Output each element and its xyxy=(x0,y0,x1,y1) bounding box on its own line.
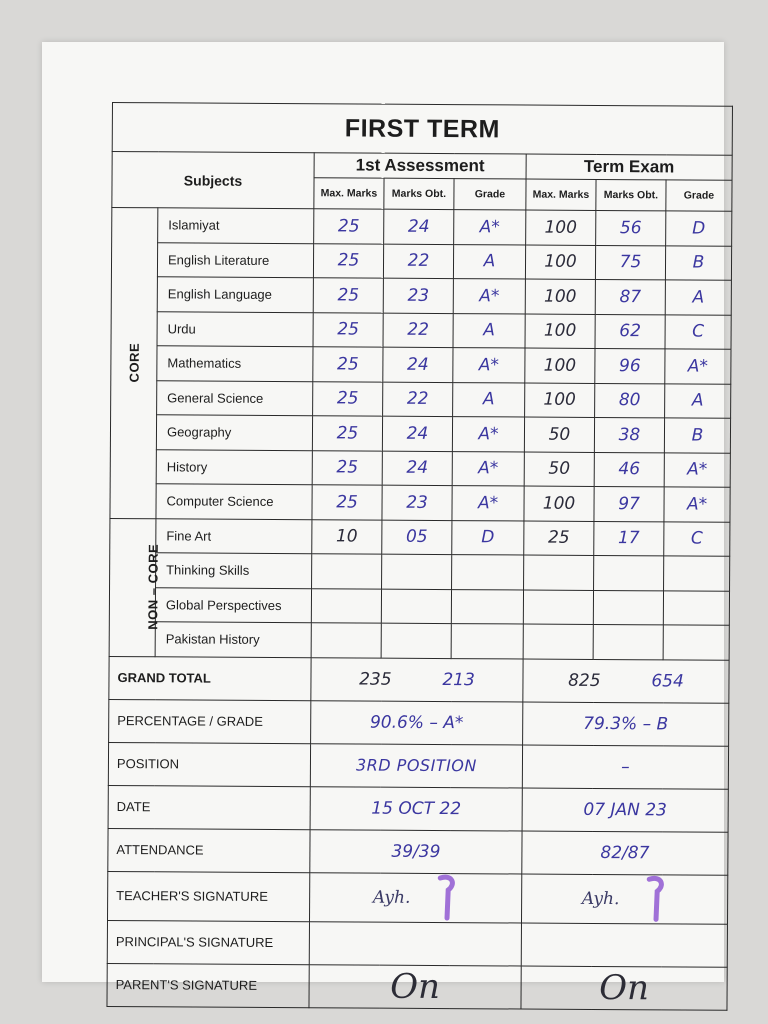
attendance-assessment: 39/39 xyxy=(310,829,522,873)
teacher-signature-row xyxy=(108,871,728,924)
table-row xyxy=(111,380,731,418)
term-grade: A* xyxy=(664,452,730,487)
term-grade: B xyxy=(664,418,730,453)
term-marks-obtained: 46 xyxy=(594,452,664,487)
assessment-max-marks: 25 xyxy=(312,450,382,485)
term-marks-obtained xyxy=(593,624,663,659)
grand-total-term-max: 825 xyxy=(568,670,601,691)
term-marks-obtained: 75 xyxy=(595,245,665,280)
parent-signature-mark: On xyxy=(390,966,441,1007)
assessment-marks-obt-header: Marks Obt. xyxy=(384,178,454,209)
subject-name: English Language xyxy=(157,277,313,312)
subject-name: Mathematics xyxy=(157,346,313,381)
assessment-max-marks xyxy=(312,554,382,589)
stamp-icon xyxy=(436,873,458,921)
position-term: – xyxy=(522,745,728,789)
table-row xyxy=(112,208,732,246)
assessment-max-marks xyxy=(311,588,381,623)
attendance-row xyxy=(108,828,728,875)
term-exam-header: Term Exam xyxy=(526,154,732,180)
term-marks-obtained: 87 xyxy=(595,279,665,314)
subject-name: Computer Science xyxy=(156,484,312,519)
report-card-table xyxy=(106,102,733,1010)
grand-total-assessment-max: 235 xyxy=(359,669,392,690)
parent-signature-label: PARENT'S SIGNATURE xyxy=(107,963,309,1007)
core-section-label: CORE xyxy=(110,208,158,519)
subject-name: Fine Art xyxy=(156,518,312,553)
assessment-max-marks: 25 xyxy=(313,381,383,416)
grand-total-assessment-obt: 213 xyxy=(442,669,475,690)
table-row xyxy=(110,449,730,487)
term-grade: C xyxy=(665,314,731,349)
term-max-marks: 50 xyxy=(524,452,594,487)
subject-name: Pakistan History xyxy=(155,622,311,657)
table-row xyxy=(109,587,729,625)
position-label: POSITION xyxy=(108,742,310,786)
assessment-max-marks: 25 xyxy=(313,243,383,278)
percentage-label: PERCENTAGE / GRADE xyxy=(109,699,311,743)
assessment-grade: A xyxy=(453,313,525,348)
table-row xyxy=(111,311,731,349)
term-marks-obtained xyxy=(593,590,663,625)
assessment-grade: A* xyxy=(452,417,524,452)
table-row xyxy=(110,414,730,452)
term-grade xyxy=(663,625,729,660)
report-card-paper xyxy=(42,42,724,1008)
assessment-grade: A* xyxy=(453,348,525,383)
term-max-marks xyxy=(524,555,594,590)
teacher-signature-assessment xyxy=(309,872,521,922)
attendance-term: 82/87 xyxy=(522,831,728,875)
assessment-grade-header: Grade xyxy=(454,179,526,210)
subject-name: History xyxy=(156,449,312,484)
assessment-grade xyxy=(451,624,523,659)
date-term: 07 JAN 23 xyxy=(522,788,728,832)
principal-signature-label: PRINCIPAL'S SIGNATURE xyxy=(107,920,309,964)
term-max-marks: 100 xyxy=(525,383,595,418)
percentage-row xyxy=(109,699,729,746)
parent-signature-term xyxy=(521,966,727,1010)
table-row xyxy=(110,552,730,590)
term-max-marks: 25 xyxy=(524,521,594,556)
term-max-marks: 100 xyxy=(524,486,594,521)
grand-total-label: GRAND TOTAL xyxy=(109,656,311,700)
grand-total-row xyxy=(109,656,729,703)
assessment-grade: A xyxy=(453,382,525,417)
table-row xyxy=(110,518,730,556)
assessment-marks-obtained: 24 xyxy=(383,347,453,382)
assessment-max-marks xyxy=(311,623,381,658)
term-grade: A* xyxy=(665,349,731,384)
subject-name: English Literature xyxy=(157,242,313,277)
table-row xyxy=(111,276,731,314)
assessment-marks-obtained: 22 xyxy=(383,244,453,279)
principal-signature-assessment xyxy=(309,921,521,965)
parent-signature-row xyxy=(107,963,727,1010)
subject-name: Global Perspectives xyxy=(155,587,311,622)
term-max-marks: 100 xyxy=(525,279,595,314)
assessment-grade: A* xyxy=(452,486,524,521)
assessment-marks-obtained: 23 xyxy=(382,485,452,520)
assessment-marks-obtained: 05 xyxy=(382,520,452,555)
assessment-max-marks: 25 xyxy=(313,347,383,382)
term-marks-obtained: 56 xyxy=(596,210,666,245)
assessment-marks-obtained: 22 xyxy=(383,382,453,417)
position-row xyxy=(108,742,728,789)
term-grade xyxy=(663,590,729,625)
teacher-initials: Ayh. xyxy=(581,888,620,909)
subject-name: Islamiyat xyxy=(158,208,314,243)
term-max-marks: 50 xyxy=(524,417,594,452)
table-row xyxy=(110,483,730,521)
assessment-grade xyxy=(452,555,524,590)
parent-signature-mark: On xyxy=(599,967,650,1008)
assessment-marks-obtained xyxy=(381,589,451,624)
assessment-marks-obtained: 24 xyxy=(384,209,454,244)
term-grade: A xyxy=(665,280,731,315)
term-grade: C xyxy=(664,521,730,556)
grand-total-term-obt: 654 xyxy=(651,670,684,692)
assessment-marks-obtained xyxy=(382,554,452,589)
term-max-marks-header: Max. Marks xyxy=(526,179,596,210)
percentage-assessment: 90.6% – A* xyxy=(311,700,523,744)
assessment-max-marks: 25 xyxy=(313,312,383,347)
attendance-label: ATTENDANCE xyxy=(108,828,310,872)
teacher-initials: Ayh. xyxy=(372,887,411,908)
subject-name: Geography xyxy=(156,415,312,450)
term-max-marks: 100 xyxy=(525,314,595,349)
term-marks-obtained: 17 xyxy=(594,521,664,556)
percentage-term: 79.3% – B xyxy=(523,702,729,746)
assessment-grade xyxy=(451,589,523,624)
term-marks-obtained: 38 xyxy=(594,417,664,452)
term-marks-obt-header: Marks Obt. xyxy=(596,179,666,210)
assessment-max-marks: 25 xyxy=(312,416,382,451)
term-grade: A xyxy=(665,383,731,418)
page-title: FIRST TERM xyxy=(112,103,732,156)
date-assessment: 15 OCT 22 xyxy=(310,786,522,830)
term-grade: A* xyxy=(664,487,730,522)
assessment-max-marks: 10 xyxy=(312,519,382,554)
term-grade: B xyxy=(665,245,731,280)
subjects-header: Subjects xyxy=(112,152,314,209)
term-max-marks: 100 xyxy=(525,348,595,383)
term-marks-obtained xyxy=(594,555,664,590)
assessment-grade: D xyxy=(452,520,524,555)
subject-name: Thinking Skills xyxy=(156,553,312,588)
subject-name: Urdu xyxy=(157,311,313,346)
term-max-marks: 100 xyxy=(526,210,596,245)
report-card-sheet xyxy=(107,102,732,1008)
term-grade xyxy=(664,556,730,591)
term-marks-obtained: 62 xyxy=(595,314,665,349)
term-marks-obtained: 97 xyxy=(594,486,664,521)
parent-signature-assessment xyxy=(309,964,521,1008)
assessment-grade: A* xyxy=(453,279,525,314)
principal-signature-row xyxy=(107,920,727,967)
table-row xyxy=(111,242,731,280)
grand-total-term xyxy=(523,659,729,703)
assessment-max-marks: 25 xyxy=(314,209,384,244)
teacher-signature-term xyxy=(521,874,727,924)
term-max-marks xyxy=(523,624,593,659)
assessment-grade: A* xyxy=(454,210,526,245)
non-core-section-label: NON – CORE xyxy=(109,518,156,656)
assessment-grade: A xyxy=(453,244,525,279)
term-marks-obtained: 80 xyxy=(595,383,665,418)
table-row xyxy=(109,621,729,659)
date-row xyxy=(108,785,728,832)
date-label: DATE xyxy=(108,785,310,829)
assessment-header: 1st Assessment xyxy=(314,153,526,179)
assessment-max-marks: 25 xyxy=(312,485,382,520)
assessment-marks-obtained: 22 xyxy=(383,313,453,348)
term-grade-header: Grade xyxy=(666,180,732,211)
table-row xyxy=(111,345,731,383)
grand-total-assessment xyxy=(311,657,523,701)
position-assessment: 3RD POSITION xyxy=(310,743,522,787)
subject-name: General Science xyxy=(157,380,313,415)
assessment-marks-obtained: 24 xyxy=(382,451,452,486)
assessment-marks-obtained: 24 xyxy=(382,416,452,451)
term-max-marks: 100 xyxy=(525,245,595,280)
term-grade: D xyxy=(666,211,732,246)
stamp-icon xyxy=(645,875,667,923)
assessment-marks-obtained xyxy=(381,623,451,658)
term-max-marks xyxy=(523,590,593,625)
assessment-grade: A* xyxy=(452,451,524,486)
teacher-signature-label: TEACHER'S SIGNATURE xyxy=(108,871,310,921)
principal-signature-term xyxy=(521,923,727,967)
assessment-marks-obtained: 23 xyxy=(383,278,453,313)
assessment-max-marks: 25 xyxy=(313,278,383,313)
assessment-max-marks-header: Max. Marks xyxy=(314,178,384,209)
term-marks-obtained: 96 xyxy=(595,348,665,383)
